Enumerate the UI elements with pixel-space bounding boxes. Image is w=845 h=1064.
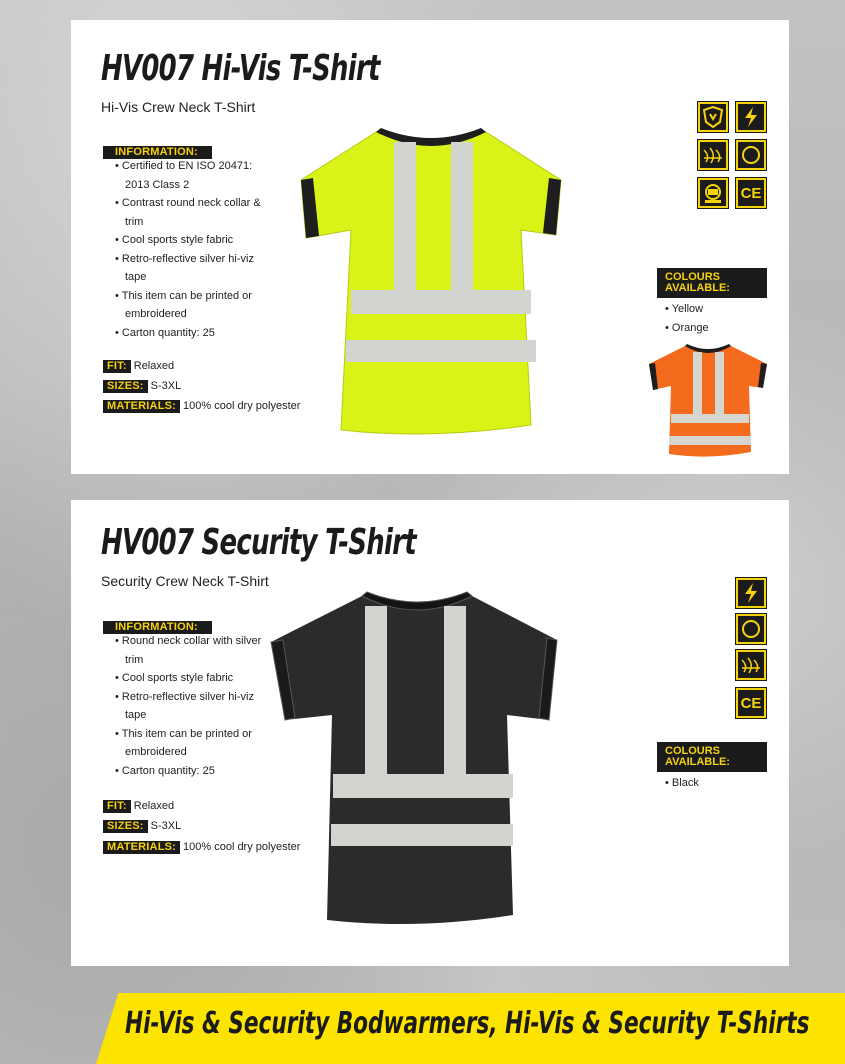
- fit-value: Relaxed: [133, 360, 175, 372]
- information-label: INFORMATION:: [103, 617, 212, 635]
- colours-list: [665, 300, 709, 338]
- materials-label: MATERIALS:: [103, 841, 180, 854]
- sizes-row: [103, 820, 181, 833]
- colours-list: [665, 774, 699, 793]
- information-label: INFORMATION:: [103, 142, 212, 160]
- sizes-value: S-3XL: [150, 820, 182, 832]
- list-item: • Round neck collar with silver trim: [115, 632, 275, 669]
- breathable-icon: [736, 578, 766, 608]
- list-item: • Cool sports style fabric: [115, 669, 275, 688]
- materials-label: MATERIALS:: [103, 400, 180, 413]
- reflective-tape-icon: [736, 140, 766, 170]
- fit-label: FIT:: [103, 800, 131, 813]
- ce-mark-icon: CE: [736, 178, 766, 208]
- information-list: [115, 632, 275, 780]
- product-card-security: [71, 500, 789, 966]
- list-item: • This item can be printed or embroidered: [115, 287, 275, 324]
- materials-value: 100% cool dry polyester: [183, 400, 301, 412]
- list-item: • Cool sports style fabric: [115, 231, 275, 250]
- fit-row: [103, 800, 174, 813]
- wash-cotton-icon: [698, 140, 728, 170]
- fit-label: FIT:: [103, 360, 131, 373]
- product-title: HV007 Hi-Vis T-Shirt: [101, 48, 380, 89]
- sizes-label: SIZES:: [103, 380, 148, 393]
- product-subtitle: Hi-Vis Crew Neck T-Shirt: [101, 99, 256, 115]
- wash-cotton-icon: [736, 650, 766, 680]
- black-shirt-image: [267, 590, 567, 930]
- colours-available-label: COLOURS AVAILABLE:: [657, 742, 767, 772]
- colour-item: • Yellow: [665, 300, 709, 319]
- colour-item: • Black: [665, 774, 699, 793]
- colour-item: • Orange: [665, 319, 709, 338]
- sizes-label: SIZES:: [103, 820, 148, 833]
- sizes-value: S-3XL: [150, 380, 182, 392]
- materials-row: [103, 400, 300, 413]
- product-subtitle: Security Crew Neck T-Shirt: [101, 573, 269, 589]
- list-item: • Retro-reflective silver hi-viz tape: [115, 688, 275, 725]
- hi-vis-shield-icon: [698, 102, 728, 132]
- list-item: • Carton quantity: 25: [115, 324, 275, 343]
- sizes-row: [103, 380, 181, 393]
- list-item: • Retro-reflective silver hi-viz tape: [115, 250, 275, 287]
- list-item: • Carton quantity: 25: [115, 762, 275, 781]
- product-card-hi-vis: [71, 20, 789, 474]
- materials-value: 100% cool dry polyester: [183, 841, 301, 853]
- yellow-shirt-image: [281, 120, 581, 440]
- footer-banner-text: Hi-Vis & Security Bodwarmers, Hi-Vis & Security T-Shirts: [125, 1006, 810, 1041]
- list-item: • Contrast round neck collar & trim: [115, 194, 275, 231]
- colours-available-label: COLOURS AVAILABLE:: [657, 268, 767, 298]
- product-title: HV007 Security T-Shirt: [101, 522, 416, 563]
- fit-row: [103, 360, 174, 373]
- ce-mark-icon: CE: [736, 688, 766, 718]
- list-item: • This item can be printed or embroidered: [115, 725, 275, 762]
- breathable-icon: [736, 102, 766, 132]
- reflective-tape-icon: [736, 614, 766, 644]
- list-item: • Certified to EN ISO 20471: 2013 Class 2: [115, 157, 275, 194]
- en-iso-badge-icon: [698, 178, 728, 208]
- information-list: [115, 157, 275, 342]
- fit-value: Relaxed: [133, 800, 175, 812]
- orange-shirt-image: [645, 342, 771, 460]
